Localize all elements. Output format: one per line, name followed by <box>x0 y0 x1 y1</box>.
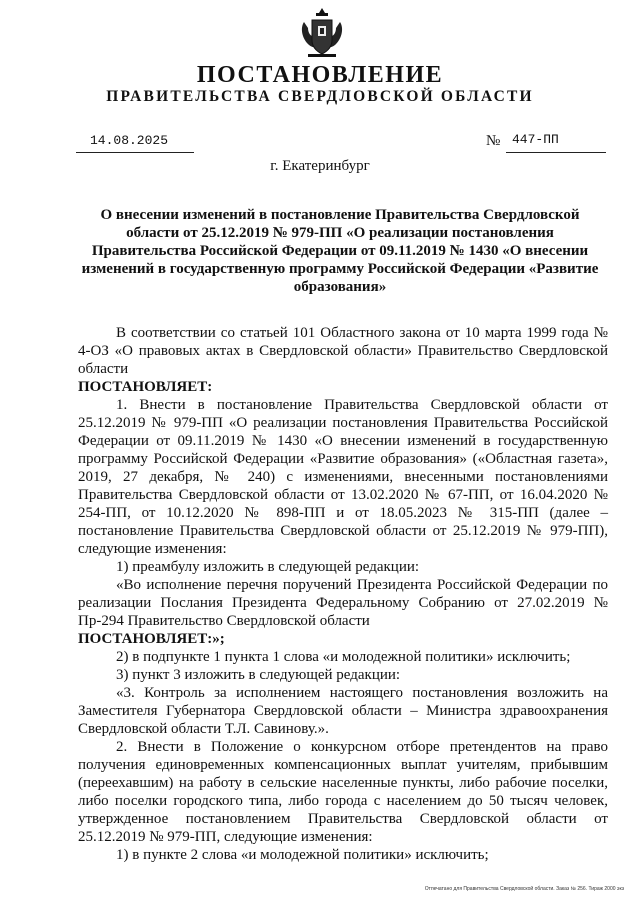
decree-heading: ПОСТАНОВЛЯЕТ: <box>78 379 213 395</box>
document-number: 447-ПП <box>512 132 559 147</box>
paragraph: 1. Внести в постановление Правительства Свердловской области от 25.12.2019 № 979-ПП «О реализации постановления Правительства Российской Федерации от 09.11.2019 № 1430 «О внесении изменений в государственную программу Российской Федерации «Развитие образования» («Областная газета», 2019, 27 декабря, № 240) с изменениями, внесенными постановлениями Правительства Свердловской области от 13.02.2020 № 67-ПП, от 16.04.2020 № 254-ПП, от 10.12.2020 № 898-ПП и от 18.05.2023 № 315-ПП (далее – постановление Правительства Свердловской области от 25.12.2019 № 979-ПП), следующие изменения: <box>78 397 608 557</box>
coat-of-arms-icon <box>298 6 346 62</box>
paragraph: 2) в подпункте 1 пункта 1 слова «и молодежной политики» исключить; <box>116 649 571 665</box>
number-sign: № <box>486 133 501 149</box>
print-footer: Отпечатано для Правительства Свердловской области. Заказ № 256. Тираж 2000 экз <box>424 886 624 892</box>
paragraph: 2. Внести в Положение о конкурсном отборе претендентов на право получения единовременных компенсационных выплат учителям, прибывшим (переехавшим) на работу в сельские населенные пункты, либо рабочие поселки, либо поселки городского типа, либо города с населением до 50 тысяч человек, утвержденное постановлением Правительства Свердловской области от 25.12.2019 № 979-ПП, следующие изменения: <box>78 739 608 845</box>
decree-heading: ПОСТАНОВЛЯЕТ:»; <box>78 631 225 647</box>
paragraph: «Во исполнение перечня поручений Президента Российской Федерации по реализации Послания Президента Федеральному Собранию от 27.02.2019 № Пр-294 Правительство Свердловской области <box>78 577 608 629</box>
document-date: 14.08.2025 <box>90 133 169 148</box>
city: г. Екатеринбург <box>270 158 370 174</box>
number-underline <box>506 152 606 153</box>
document-body <box>78 324 608 864</box>
paragraph: 1) в пункте 2 слова «и молодежной политики» исключить; <box>116 847 489 863</box>
paragraph: 1) преамбулу изложить в следующей редакции: <box>116 559 420 575</box>
issuer-subtitle: ПРАВИТЕЛЬСТВА СВЕРДЛОВСКОЙ ОБЛАСТИ <box>106 88 534 105</box>
date-underline <box>76 152 194 153</box>
document-title: О внесении изменений в постановление Правительства Свердловской области от 25.12.2019 № 979-ПП «О реализации постановления Правительства Российской Федерации от 09.11.2019 № 1430 «О внесении изменений в государственную программу Российской Федерации «Развитие образования» <box>81 207 599 295</box>
document-type-title: ПОСТАНОВЛЕНИЕ <box>196 62 444 88</box>
paragraph: В соответствии со статьей 101 Областного закона от 10 марта 1999 года № 4-ОЗ «О правовых актах в Свердловской области» Правительство Свердловской области <box>78 325 608 377</box>
paragraph: «3. Контроль за исполнением настоящего постановления возложить на Заместителя Губернатора Свердловской области – Министра здравоохранения Свердловской области Т.Л. Савинову.». <box>78 685 608 737</box>
paragraph: 3) пункт 3 изложить в следующей редакции: <box>116 667 401 683</box>
